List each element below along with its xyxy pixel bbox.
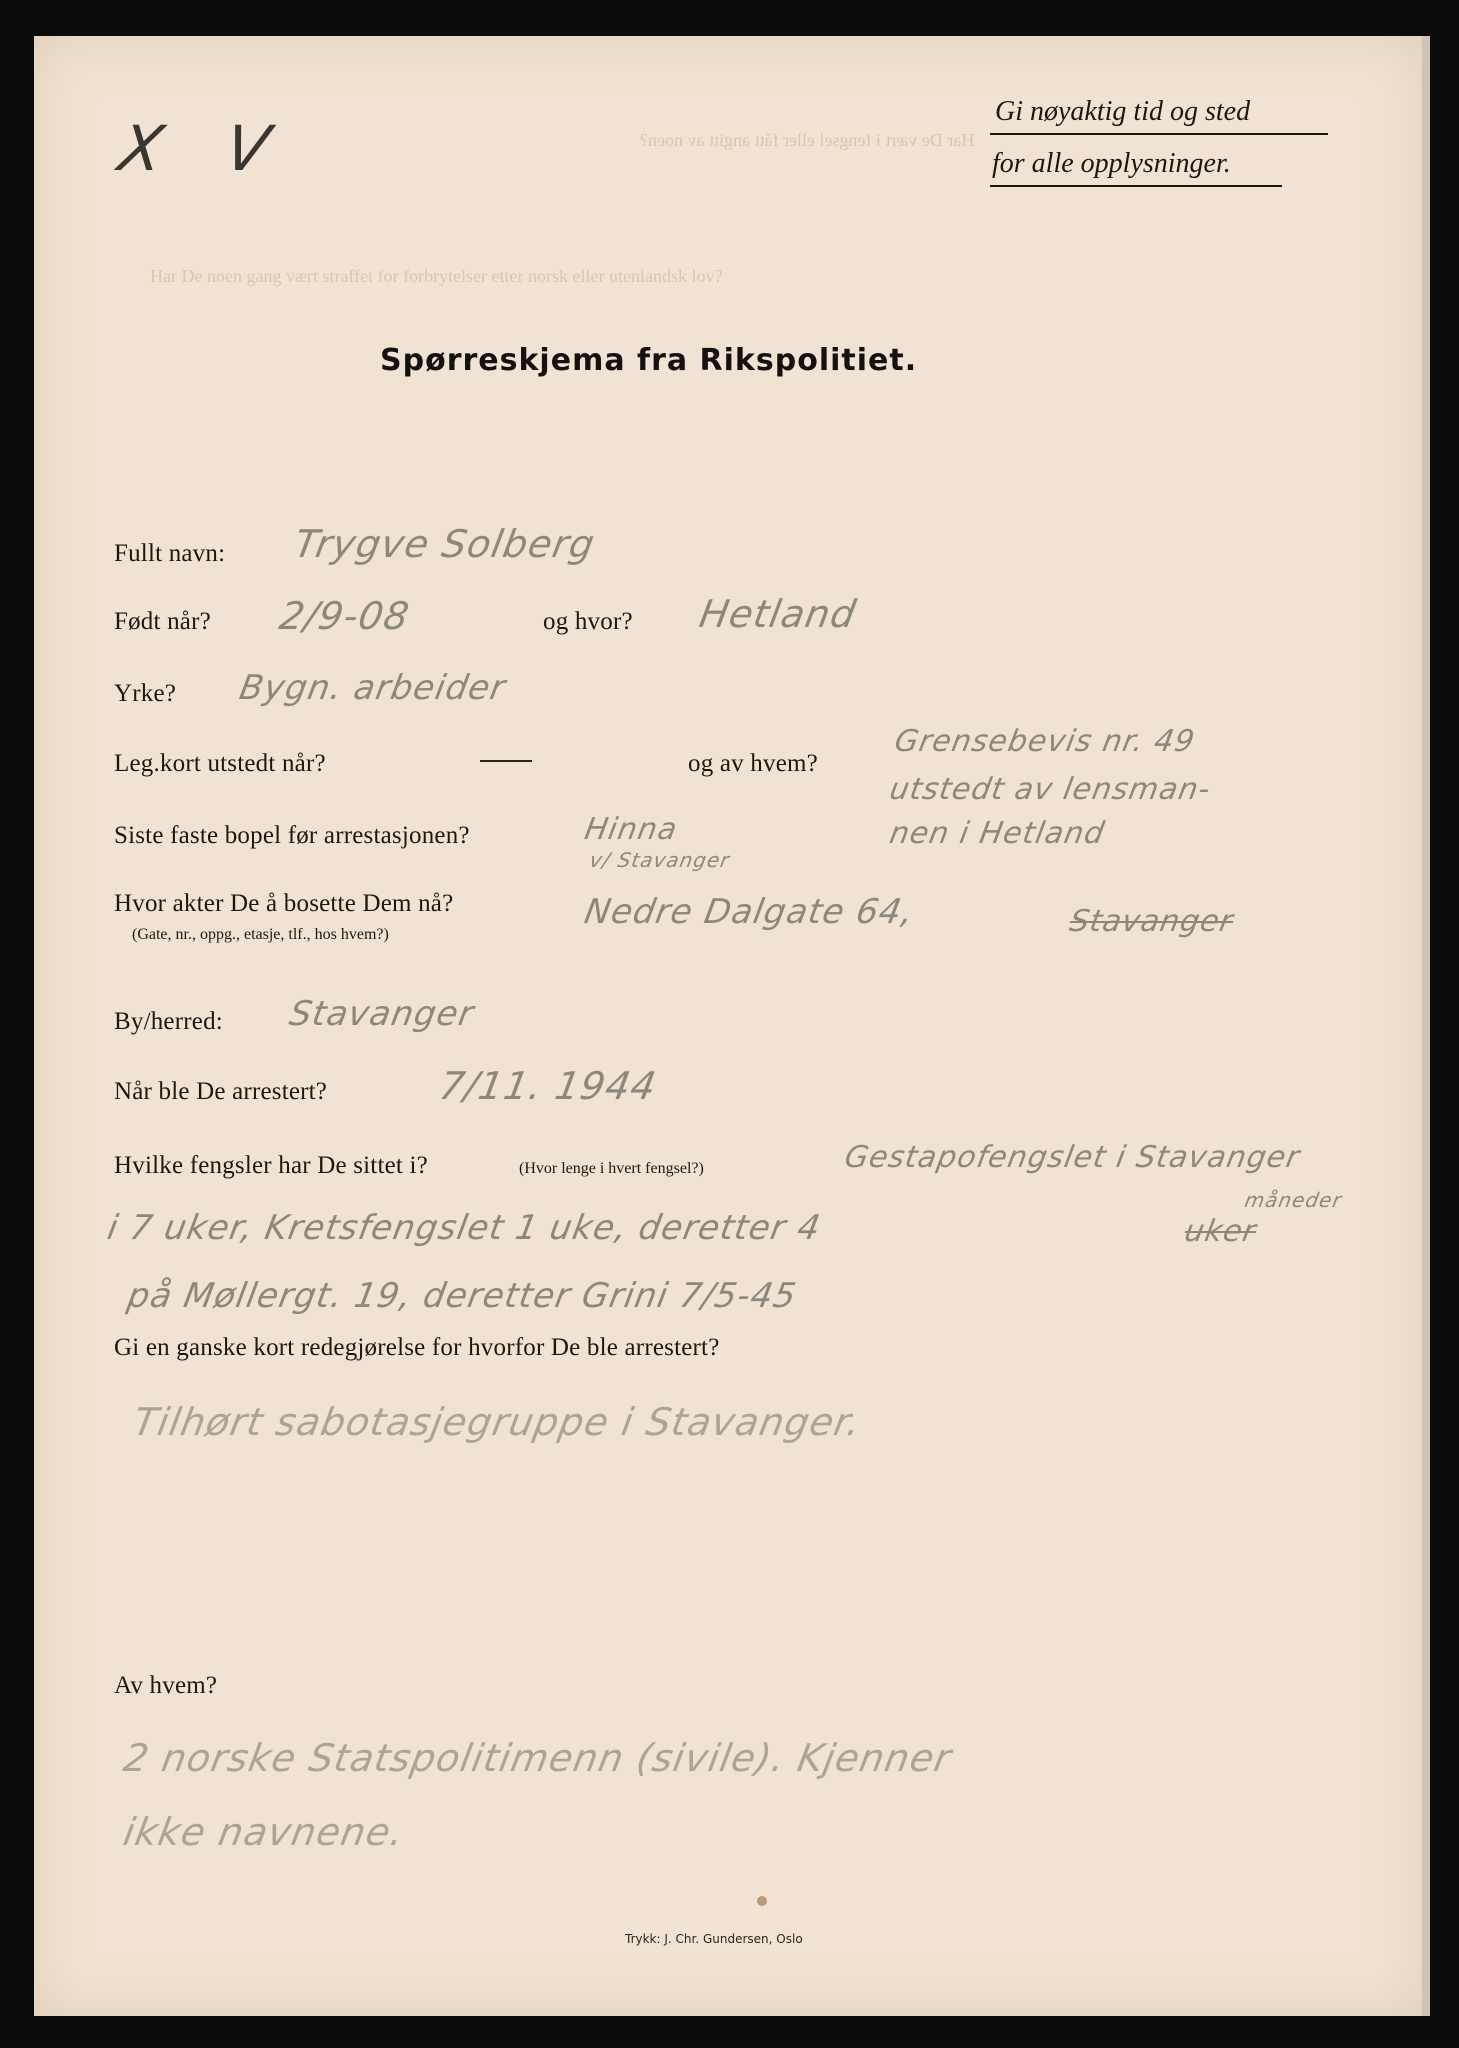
form-title: Spørreskjema fra Rikspolitiet. xyxy=(380,343,918,378)
show-through-text: Har De vært i fengsel eller fått angitt av noen? xyxy=(640,130,975,150)
label-id-issued-by: og av hvem? xyxy=(688,750,818,777)
value-id-issued-by-3: nen i Hetland xyxy=(886,816,1108,851)
label-by-whom: Av hvem? xyxy=(114,1672,218,1699)
value-id-issued-by-2: utstedt av lensman- xyxy=(886,772,1214,807)
label-municipality: By/herred: xyxy=(114,1008,223,1035)
value-id-issued-by-1: Grensebevis nr. 49 xyxy=(891,724,1198,759)
value-prisons-struck: uker xyxy=(1181,1214,1260,1249)
label-last-residence: Siste faste bopel før arrestasjonen? xyxy=(114,822,470,849)
value-occupation: Bygn. arbeider xyxy=(236,668,509,708)
value-intended-residence-struck: Stavanger xyxy=(1066,904,1237,939)
value-last-residence-1: Hinna xyxy=(581,812,681,847)
paper-edge xyxy=(1422,36,1430,2016)
label-born-when: Født når? xyxy=(114,608,211,635)
value-dash xyxy=(480,760,532,762)
value-by-whom-1: 2 norske Statspolitimenn (sivile). Kjenner xyxy=(120,1736,956,1780)
value-by-whom-2: ikke navnene. xyxy=(120,1810,408,1854)
value-intended-residence: Nedre Dalgate 64, xyxy=(581,892,918,932)
stain xyxy=(757,1896,767,1906)
value-arrested-when: 7/11. 1944 xyxy=(436,1064,661,1108)
value-born-where: Hetland xyxy=(696,592,860,636)
value-born-when: 2/9-08 xyxy=(276,594,414,638)
value-full-name: Trygve Solberg xyxy=(291,522,599,566)
notice-rule xyxy=(990,185,1282,187)
label-prisons: Hvilke fengsler har De sittet i? xyxy=(114,1152,428,1179)
notice-line-2: for alle opplysninger. xyxy=(992,148,1231,179)
value-prisons-3: på Møllergt. 19, deretter Grini 7/5-45 xyxy=(124,1276,800,1316)
form-sheet xyxy=(34,36,1422,2016)
handwritten-mark: X V xyxy=(113,112,298,185)
value-municipality: Stavanger xyxy=(286,994,478,1034)
label-intended-residence: Hvor akter De å bosette Dem nå? xyxy=(114,890,454,917)
sublabel-intended-residence: (Gate, nr., oppg., etasje, tlf., hos hvem?) xyxy=(132,926,389,943)
notice-line-1: Gi nøyaktig tid og sted xyxy=(995,96,1251,127)
value-last-residence-2: v/ Stavanger xyxy=(587,848,732,872)
label-occupation: Yrke? xyxy=(114,680,177,707)
value-prisons-2: i 7 uker, Kretsfengslet 1 uke, deretter 4 xyxy=(104,1208,824,1248)
sublabel-prisons: (Hvor lenge i hvert fengsel?) xyxy=(519,1160,704,1177)
label-reason: Gi en ganske kort redegjørelse for hvorfor De ble arrestert? xyxy=(114,1334,720,1361)
notice-rule xyxy=(990,133,1328,135)
label-born-where: og hvor? xyxy=(543,608,633,635)
value-reason: Tilhørt sabotasjegruppe i Stavanger. xyxy=(130,1400,865,1444)
value-prisons-1: Gestapofengslet i Stavanger xyxy=(841,1140,1303,1175)
value-prisons-insert: måneder xyxy=(1242,1188,1345,1212)
show-through-text: Har De noen gang vært straffet for forbrytelser etter norsk eller utenlandsk lov? xyxy=(150,266,723,286)
printer-imprint: Trykk: J. Chr. Gundersen, Oslo xyxy=(625,1932,803,1946)
label-full-name: Fullt navn: xyxy=(114,540,226,567)
label-arrested-when: Når ble De arrestert? xyxy=(114,1078,328,1105)
label-id-issued-when: Leg.kort utstedt når? xyxy=(114,750,326,777)
